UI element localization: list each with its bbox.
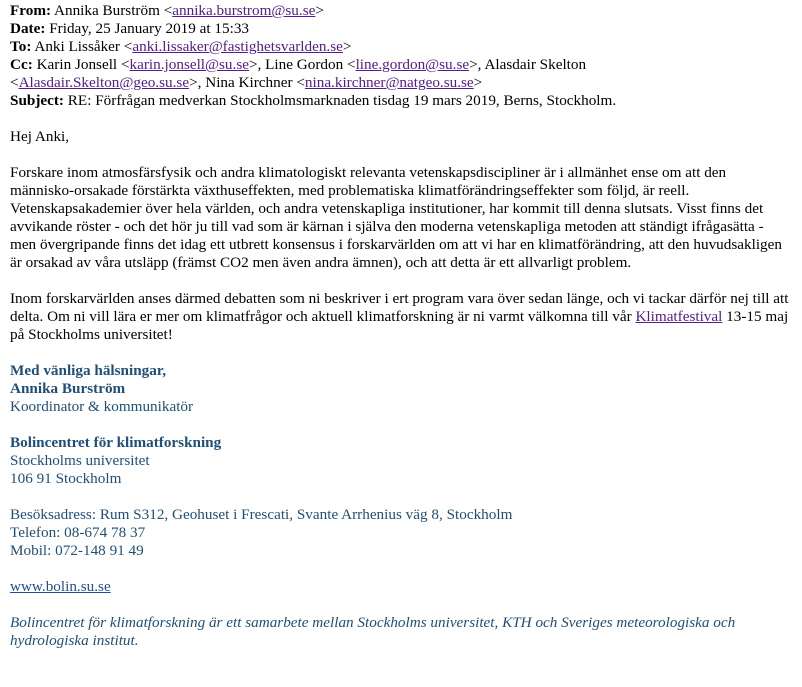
subject-value: RE: Förfrågan medverkan Stockholmsmarknaden tisdag 19 mars 2019, Berns, Stockholm. [67,92,617,109]
signature-disclaimer: Bolincentret för klimatforskning är ett samarbete mellan Stockholms universitet, KTH och Sveriges meteorologiska och hydrologiska institut. [10,614,736,649]
date-value: Friday, 25 January 2019 at 15:33 [49,20,250,37]
date-label: Date: [10,20,46,37]
to-email-link[interactable]: anki.lissaker@fastighetsvarlden.se [132,38,343,55]
body-text: Inom forskarvärlden anses därmed debatten som ni beskriver i ert program vara över sedan länge, och vi tackar därför nej till att delta. Om ni vill lära er mer om klimatfrågor och aktuell klimatforskning är ni varmt välkomna till vår [10,290,789,325]
to-label: To: [10,38,32,55]
cc-name: Nina Kirchner [205,74,293,91]
from-name: Annika Burström [54,2,160,19]
subject-label: Subject: [10,92,64,109]
signature-name: Annika Burström [10,380,126,397]
signature-role: Koordinator & kommunikatör [10,398,194,415]
from-label: From: [10,2,52,19]
from-line: From: Annika Burström <annika.burstrom@su.se> [10,2,324,19]
cc-email-link[interactable]: line.gordon@su.se [355,56,470,73]
signature-university: Stockholms universitet [10,452,150,469]
cc-label: Cc: [10,56,33,73]
to-name: Anki Lissåker [34,38,120,55]
signature-mobile: Mobil: 072-148 91 49 [10,542,144,559]
website-link[interactable]: www.bolin.su.se [10,578,111,595]
signature-phone: Telefon: 08-674 78 37 [10,524,146,541]
cc-email-link[interactable]: karin.jonsell@su.se [129,56,249,73]
body-paragraph: Forskare inom atmosfärsfysik och andra klimatologiskt relevanta vetenskapsdiscipliner är i allmänhet ense om att den människo-orsakade förstärkta växthuseffekten, med problematiska klimatförändringseffekter som följd, är reell. Vetenskapsakademier över hela världen, och andra vetenskapliga institutioner, har kommit till denna slutsats. Visst finns det avvikande röster - och det hör ju till vad som är kärnan i själva den moderna vetenskapliga metoden att ständigt ifrågasätta - men övergripande finns det idag ett utbrett konsensus i forskarvärlden om att vi har en klimatförändring, att den huvudsakligen är orsakad av våra utsläpp (främst CO2 men även andra ämnen), och att detta är ett allvarligt problem. [10,164,782,271]
signature-visit-address: Besöksadress: Rum S312, Geohuset i Frescati, Svante Arrhenius väg 8, Stockholm [10,506,513,523]
cc-line: Cc: Karin Jonsell <karin.jonsell@su.se>, Line Gordon <line.gordon@su.se>, Alasdair Skelton <Alasdair.Skelton@geo.su.se>, Nina Kirchner <nina.kirchner@natgeo.su.se> [10,56,587,91]
klimatfestival-link[interactable]: Klimatfestival [635,308,723,325]
body-text: 13-15 maj på Stockholms universitet! [10,308,789,343]
signature-org: Bolincentret för klimatforskning [10,434,222,451]
signature [10,362,792,650]
cc-email-link[interactable]: Alasdair.Skelton@geo.su.se [18,74,190,91]
cc-name: Karin Jonsell [36,56,118,73]
cc-name: Alasdair Skelton [484,56,587,73]
greeting: Hej Anki, [10,128,70,145]
signature-postal: 106 91 Stockholm [10,470,122,487]
cc-name: Line Gordon [265,56,344,73]
from-email-link[interactable]: annika.burstrom@su.se [172,2,316,19]
date-line [10,20,792,38]
body-paragraph [10,290,792,344]
subject-line [10,92,792,110]
cc-email-link[interactable]: nina.kirchner@natgeo.su.se [304,74,474,91]
to-line: To: Anki Lissåker <anki.lissaker@fastighetsvarlden.se> [10,38,352,55]
signature-closing: Med vänliga hälsningar, [10,362,166,379]
